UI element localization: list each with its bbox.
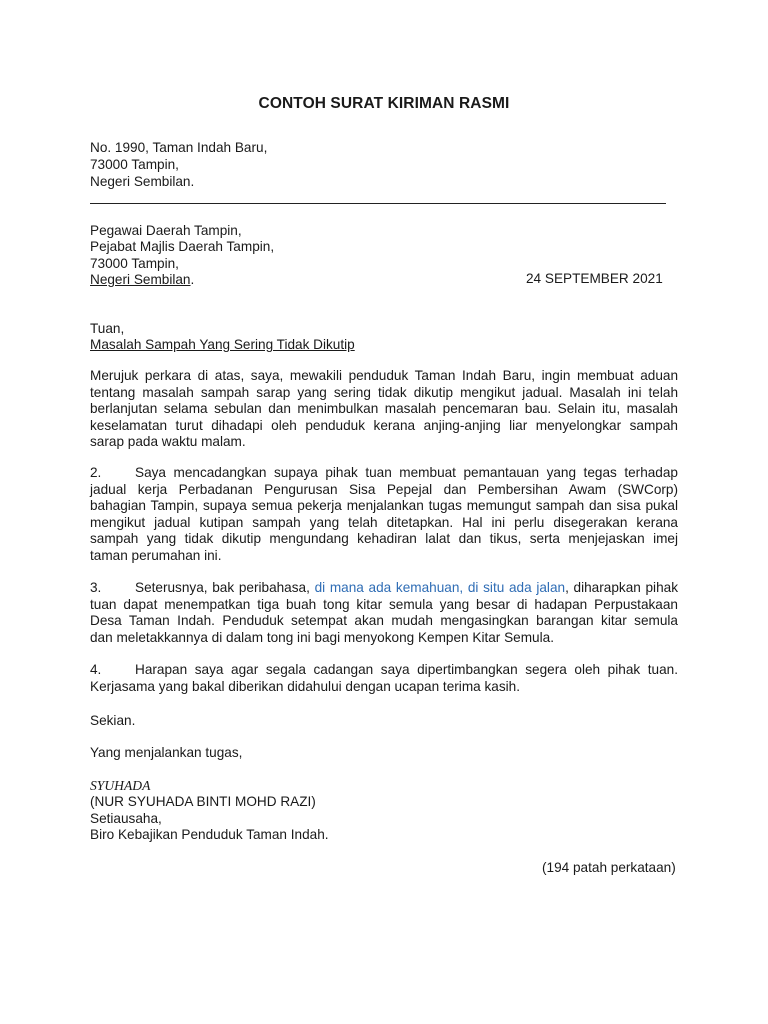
sender-address-line-3: Negeri Sembilan. [90,174,195,189]
paragraph-2-line: taman perumahan ini. [90,547,222,563]
paragraph-3-line: dan meletakkannya di dalam tong ini bagi menyokong Kempen Kitar Semula. [90,629,554,645]
recipient-state: Negeri Sembilan [90,272,191,287]
proverb-quote: di mana ada kemahuan, di situ ada jalan [314,580,566,595]
sender-address-line-1: No. 1990, Taman Indah Baru, [90,140,268,155]
subject-line: Masalah Sampah Yang Sering Tidak Dikutip [90,337,355,352]
paragraph-3-line: Desa Taman Indah. Penduduk setempat akan mudah mengasingkan barangan kitar semula [90,613,678,628]
paragraph-1-line: sarap pada waktu malam. [90,434,246,449]
signer-name: (NUR SYUHADA BINTI MOHD RAZI) [90,794,316,809]
paragraph-2-line: bahagian Tampin, supaya semua pekerja menjalankan tugas memungut sampah dan sisa pukal [90,498,678,513]
signature: SYUHADA [90,778,151,793]
signer-position: Setiausaha, [90,811,162,826]
recipient-address-line-2: Pejabat Majlis Daerah Tampin, [90,239,275,254]
paragraph-4-line [90,662,678,679]
sender-address-line-2: 73000 Tampin, [90,157,179,172]
signer-organization: Biro Kebajikan Penduduk Taman Indah. [90,827,329,842]
paragraph-2-line: jadual kerja Perbadanan Pengurusan Sisa Pepejal dan Pembersihan Awam (SWCorp) [90,481,678,497]
paragraph-4 [90,662,678,695]
word-count: (194 patah perkataan) [542,860,676,875]
recipient-address-line-3: 73000 Tampin, [90,256,179,271]
salutation: Tuan, [90,321,125,336]
paragraph-4-first-line: Harapan saya agar segala cadangan saya dipertimbangkan segera oleh pihak tuan. [135,662,678,677]
paragraph-3 [90,580,678,646]
paragraph-4-number: 4. [90,662,102,677]
paragraph-2-line: mengikut jadual kutipan sampah yang telah ditetapkan. Hal ini perlu disegerakan kerana [90,514,678,530]
paragraph-1-line: berlanjutan selama sebulan dan menimbulkan masalah pencemaran bau. Selain itu, masalah [90,401,678,416]
paragraph-3-tail: , diharapkan pihak [565,580,678,595]
paragraph-2-line [90,465,678,482]
recipient-address-line-4 [90,271,194,288]
paragraph-1-line: Merujuk perkara di atas, saya, mewakili penduduk Taman Indah Baru, ingin membuat aduan [90,368,678,383]
closing-yang-menjalankan-tugas: Yang menjalankan tugas, [90,745,243,760]
closing-sekian: Sekian. [90,713,136,728]
paragraph-2 [90,465,678,564]
paragraph-3-line: tuan dapat menempatkan tiga buah tong kitar semula yang besar di hadapan Perpustakaan [90,596,678,612]
paragraph-1-line: tentang masalah sampah sarap yang sering tidak dikutip mengikut jadual. Masalah ini telah [90,384,678,400]
paragraph-2-line: sampah yang tidak dikutip mengundang kehadiran lalat dan tikus, serta menjejaskan imej [90,531,678,546]
recipient-address-line-1: Pegawai Daerah Tampin, [90,223,242,238]
recipient-state-suffix: . [190,272,195,287]
page-title: CONTOH SURAT KIRIMAN RASMI [258,95,510,112]
paragraph-2-first-line: Saya mencadangkan supaya pihak tuan membuat pemantauan yang tegas terhadap [135,465,678,480]
paragraph-1-line: keselamatan turut dihadapi oleh penduduk kerana anjing-anjing liar menyelongkar sampah [90,417,678,433]
paragraph-4-line: Kerjasama yang bakal diberikan didahului dengan ucapan terima kasih. [90,678,520,694]
paragraph-3-line [90,580,678,597]
paragraph-3-lead: Seterusnya, bak peribahasa, [135,580,315,595]
divider-line [90,203,666,204]
paragraph-3-number: 3. [90,580,102,595]
letter-date: 24 SEPTEMBER 2021 [526,271,663,286]
paragraph-2-number: 2. [90,465,102,480]
paragraph-1 [90,368,678,451]
